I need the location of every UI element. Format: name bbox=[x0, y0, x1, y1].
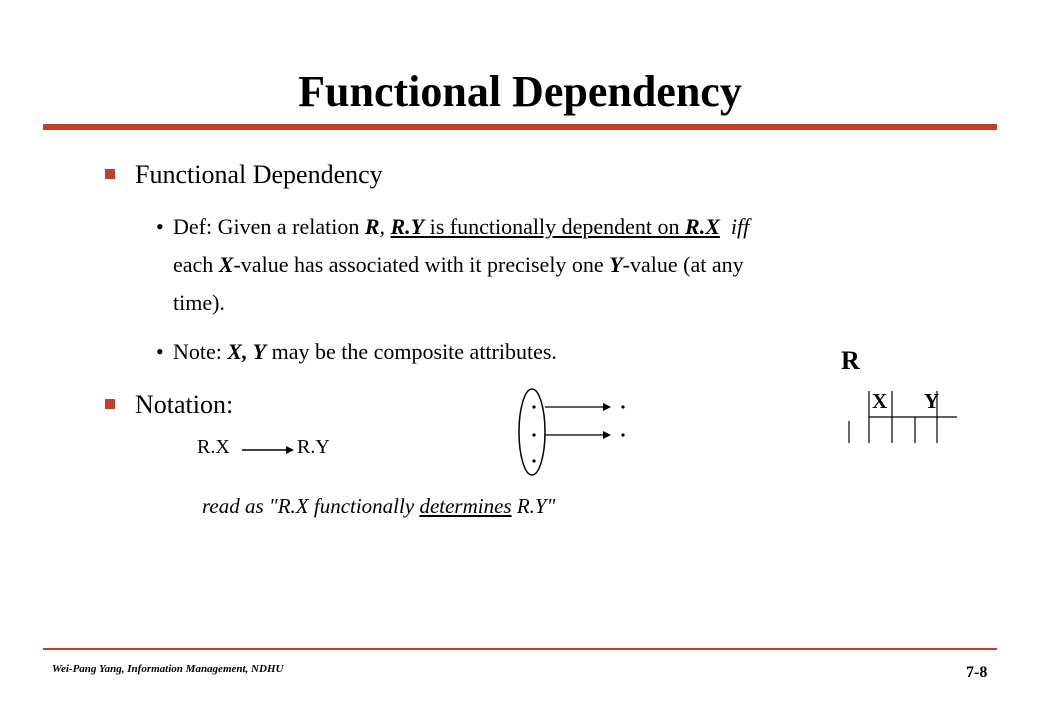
relation-table-diagram bbox=[845, 385, 960, 445]
note-text: • Note: X, Y may be the composite attributes. bbox=[173, 333, 873, 371]
round-bullet-icon: • bbox=[156, 339, 164, 364]
slide-title: Functional Dependency bbox=[298, 67, 742, 116]
bullet-label: Functional Dependency bbox=[135, 160, 383, 189]
bullet-functional-dependency bbox=[105, 160, 383, 190]
definition-text: • Def: Given a relation R, R.Y is functionally dependent on R.X iff each X-value has associated with it precisely one Y-value (at any time). bbox=[173, 208, 973, 322]
relation-col-x: X bbox=[872, 389, 888, 413]
mapping-diagram bbox=[505, 385, 655, 485]
footer-divider bbox=[43, 648, 997, 650]
read-as-text: read as "R.X functionally determines R.Y" bbox=[202, 494, 556, 518]
relation-col-y: Y bbox=[924, 389, 940, 413]
def-underlined-phrase: R.Y is functionally dependent on R.X bbox=[390, 214, 720, 239]
page-number: 7-8 bbox=[966, 664, 988, 681]
notation-left: R.X bbox=[197, 436, 230, 458]
round-bullet-icon: • bbox=[156, 214, 164, 239]
bullet-label: Notation: bbox=[135, 390, 234, 419]
bullet-notation bbox=[105, 390, 233, 420]
footer-author: Wei-Pang Yang, Information Management, NDHU bbox=[52, 663, 284, 675]
notation-right: R.Y bbox=[297, 436, 330, 458]
title-divider bbox=[43, 124, 997, 130]
underlined-determines: determines bbox=[419, 494, 512, 518]
arrow-right-icon bbox=[240, 440, 296, 460]
relation-name: R bbox=[841, 346, 860, 375]
square-bullet-icon bbox=[105, 169, 115, 179]
square-bullet-icon bbox=[105, 399, 115, 409]
